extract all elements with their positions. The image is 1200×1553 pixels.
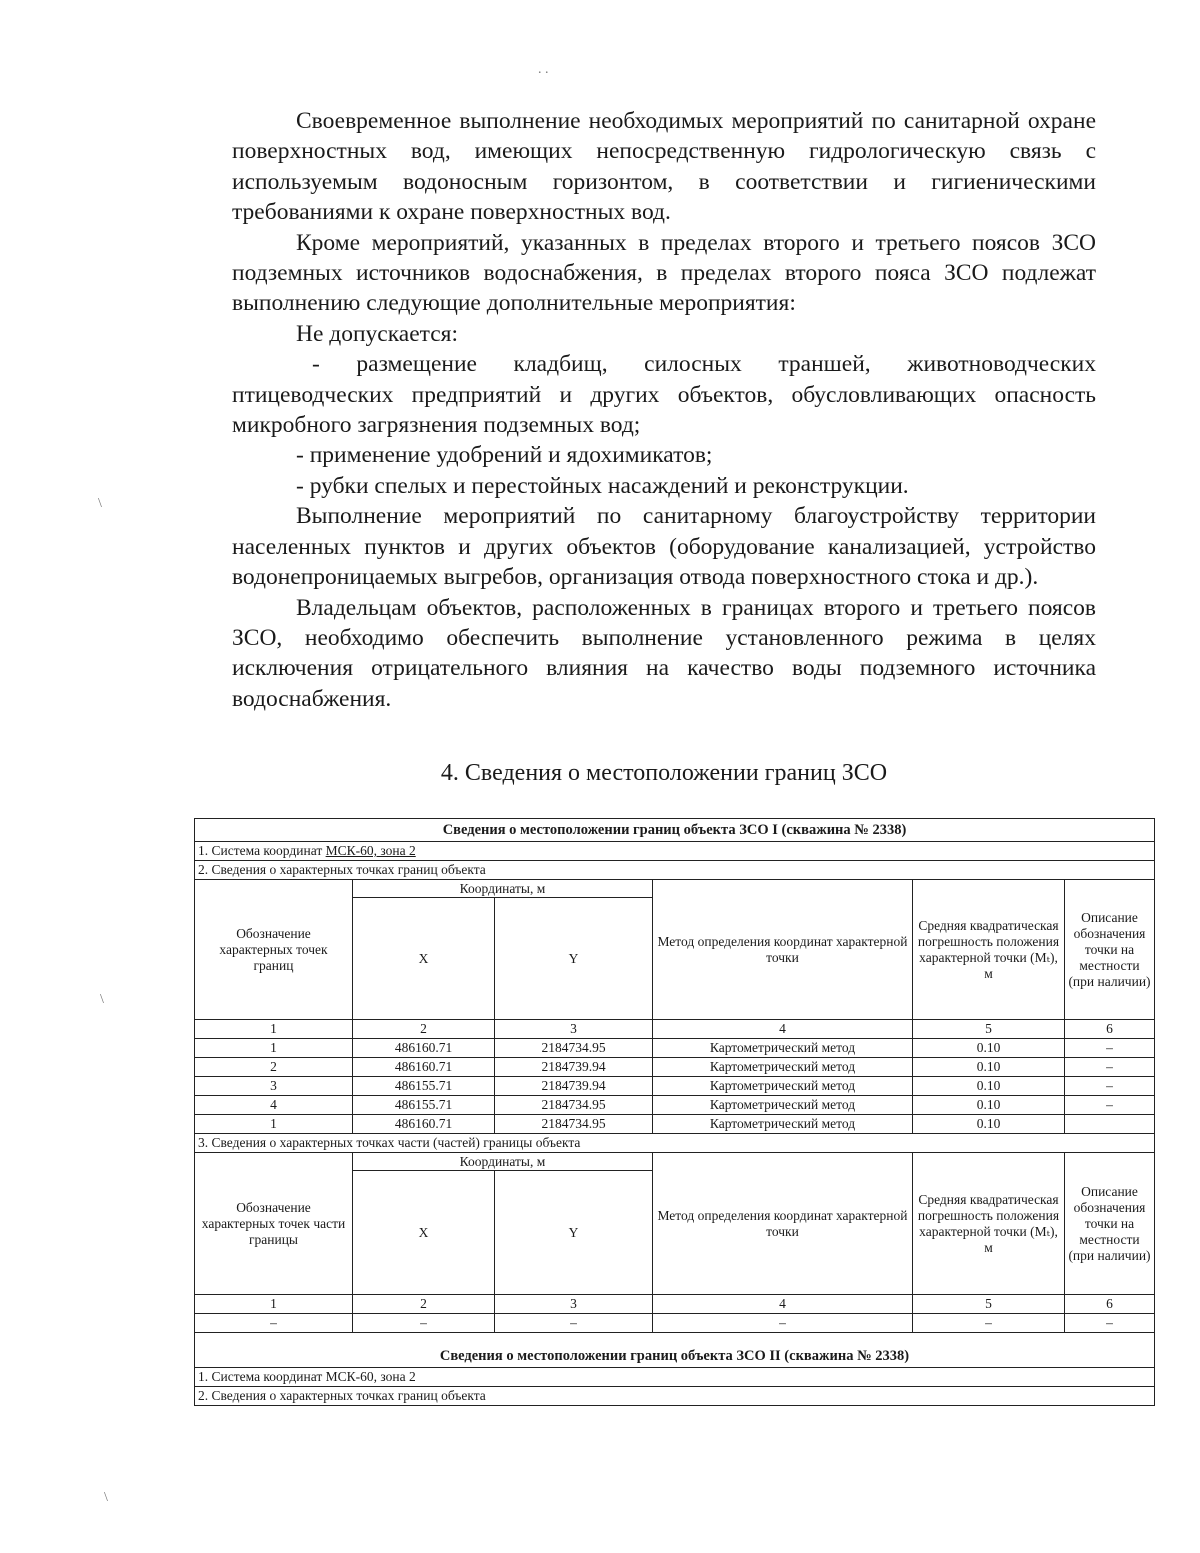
paragraph: Кроме мероприятий, указанных в пределах второго и третьего поясов ЗСО подземных источников водоснабжения, в пределах второго пояса ЗСО подлежат выполнению следующие дополнительные мероприятия: [232, 229, 1096, 317]
zone2-points-heading: 2. Сведения о характерных точках границ объекта [195, 1386, 1155, 1405]
parts-header-point: Обозначение характерных точек части границы [195, 1153, 353, 1295]
table-row: 3 486155.71 2184739.94 Картометрический метод 0.10 – [195, 1077, 1155, 1096]
header-x: X [353, 898, 495, 1020]
parts-header-coords: Координаты, м [353, 1153, 653, 1171]
parts-column-numbers-row: 1 2 3 4 5 6 [195, 1295, 1155, 1314]
column-numbers-row: 1 2 3 4 5 6 [195, 1020, 1155, 1039]
header-y: Y [495, 898, 653, 1020]
header-description: Описание обозначения точки на местности (при наличии) [1065, 880, 1155, 1020]
table-row: 4 486155.71 2184734.95 Картометрический метод 0.10 – [195, 1096, 1155, 1115]
zone1-points-heading: 2. Сведения о характерных точках границ объекта [195, 861, 1155, 880]
table-row: 2 486160.71 2184739.94 Картометрический метод 0.10 – [195, 1058, 1155, 1077]
list-item: - применение удобрений и ядохимикатов; [296, 442, 713, 469]
zone2-title: Сведения о местоположении границ объекта ЗСО II (скважина № 2338) [195, 1345, 1155, 1368]
boundary-table [194, 818, 1155, 1406]
header-error: Средняя квадратическая погрешность положения характерной точки (Mₜ), м [913, 880, 1065, 1020]
header-coords: Координаты, м [353, 880, 653, 898]
body-text [232, 106, 1096, 714]
list-item: - размещение кладбищ, силосных траншей, животноводческих птицеводческих предприятий и других объектов, обусловливающих опасность микробного загрязнения подземных вод; [232, 351, 1096, 439]
boundary-table-wrap [194, 818, 1151, 1458]
parts-header-method: Метод определения координат характерной точки [653, 1153, 913, 1295]
paragraph: Не допускается: [296, 320, 458, 347]
paragraph: Выполнение мероприятий по санитарному благоустройству территории населенных пунктов и других объектов (оборудование канализацией, устройство водонепроницаемых выгребов, организация отвода поверхностного стока и др.). [232, 503, 1096, 591]
table-row: – – – – – – [195, 1314, 1155, 1333]
list-item: - рубки спелых и перестойных насаждений и реконструкции. [296, 472, 909, 499]
zone1-title: Сведения о местоположении границ объекта ЗСО I (скважина № 2338) [195, 819, 1155, 842]
paragraph: Своевременное выполнение необходимых мероприятий по санитарной охране поверхностных вод, имеющих непосредственную гидрологическую связь с используемым водоносным горизонтом, в соответствии и гигиеническими требованиями к охране поверхностных вод. [232, 108, 1096, 226]
table-gap [195, 1333, 1155, 1345]
parts-header-error: Средняя квадратическая погрешность положения характерной точки (Mₜ), м [913, 1153, 1065, 1295]
section-heading: 4. Сведения о местоположении границ ЗСО [440, 760, 888, 786]
table-row: 1 486160.71 2184734.95 Картометрический метод 0.10 – [195, 1039, 1155, 1058]
document-page: . . \ \ \ Своевременное выполнение необходимых мероприятий по санитарной охране поверхностных вод, имеющих непосредственную гидрологическую связь с используемым водоносным горизонтом, в соответствии и гигиеническими требованиями к охране поверхностных вод. Кроме мероприятий, указанных в пределах второго и третьего поясов ЗСО подземных источников водоснабжения, в пределах второго пояса ЗСО подлежат выполнению следующие дополнительные мероприятия: Не допускается: - размещение кладбищ, силосных траншей, животноводческих птицеводческих предприятий и других объектов, обусловливающих опасность микробного загрязнения подземных вод; - применение удобрений и ядохимикатов; - рубки спелых и перестойных насаждений и реконструкции. Выполнение мероприятий по санитарному благоустройству территории населенных пунктов и других объектов (оборудование канализацией, устройство водонепроницаемых выгребов, организация отвода поверхностного стока и др.). Владельцам объектов, расположенных в границах второго и третьего поясов ЗСО, необходимо обеспечить выполнение установленного режима в целях исключения отрицательного влияния на качество воды подземного источника водоснабжения. 4. Сведения о местоположении границ ЗСО Сведения о местоположении границ объекта ЗСО I (скважина № 2338) 1. Система координат МСК-60, зона 2 2. Сведения о характерных точках границ объекта Обозначение характерных точек границ Координаты, м Метод определения координат характерной точки Средняя квадратическая погрешность положения характерной точки (Mₜ), м Описание обозначения точки на местности (при наличии) X Y 1 2 3 4 5 6 1 486160.71 2184734.95 Картометрический метод 0.10 – 2 486160.71 2184739.94 Картометрический метод 0.10 – 3 486155.71 2184739.94 Картометрический метод 0.10 – 4 486155.71 2184734.95 Картометрический метод 0.10 – 1 486160.71 2184734.95 Картометрический метод 0.10 3. Сведения о характерных точках части (частей) границы объекта Обозначение характерных точек части границы Координаты, м Метод определения координат характерной точки Средняя квадратическая погрешность положения характерной точки (Mₜ), м Описание обозначения точки на местности (при наличии) X Y 1 2 3 4 5 6 – – – – – – Сведения о местоположении границ объекта ЗСО II (скважина № 2338) 1. Система координат МСК-60, зона 2 2. Сведения о характерных точках границ объекта [0, 0, 1200, 1553]
zone1-parts-heading: 3. Сведения о характерных точках части (частей) границы объекта [195, 1134, 1155, 1153]
header-method: Метод определения координат характерной точки [653, 880, 913, 1020]
parts-header-description: Описание обозначения точки на местности (при наличии) [1065, 1153, 1155, 1295]
header-point: Обозначение характерных точек границ [195, 880, 353, 1020]
parts-header-y: Y [495, 1171, 653, 1295]
parts-header-x: X [353, 1171, 495, 1295]
paragraph: Владельцам объектов, расположенных в границах второго и третьего поясов ЗСО, необходимо обеспечить выполнение установленного режима в целях исключения отрицательного влияния на качество воды подземного источника водоснабжения. [232, 594, 1096, 712]
zone1-coord-system: 1. Система координат МСК-60, зона 2 [195, 842, 1155, 861]
table-row: 1 486160.71 2184734.95 Картометрический метод 0.10 [195, 1115, 1155, 1134]
zone2-coord-system: 1. Система координат МСК-60, зона 2 [195, 1367, 1155, 1386]
